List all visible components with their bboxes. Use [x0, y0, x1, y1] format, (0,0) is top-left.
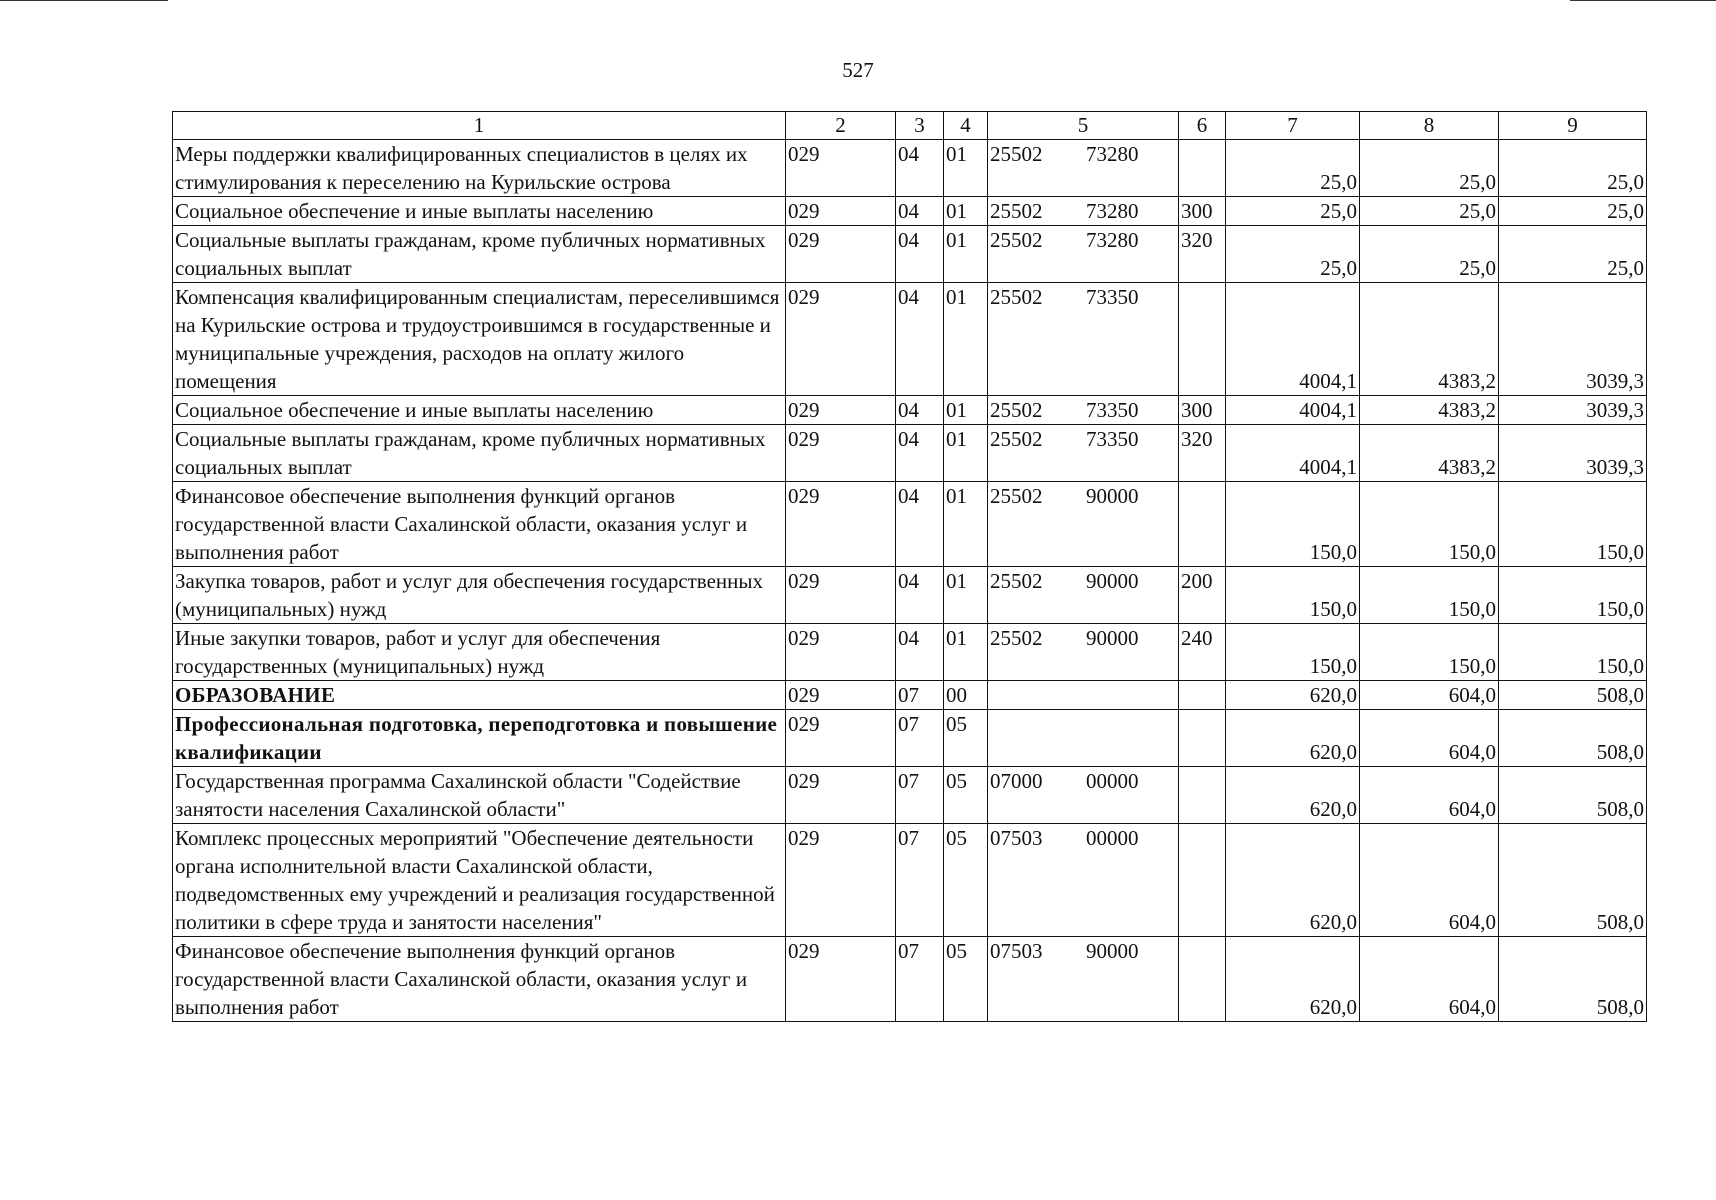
amount-col-8: 604,0 [1360, 681, 1499, 710]
table-row [173, 283, 1647, 396]
direction-code: 73350 [1086, 285, 1139, 309]
table-row [173, 824, 1647, 937]
direction-code: 73280 [1086, 199, 1139, 223]
ministry-code: 029 [786, 482, 896, 567]
expense-type-code: 300 [1179, 396, 1226, 425]
direction-code: 90000 [1086, 939, 1139, 963]
target-article-code [988, 226, 1179, 283]
target-article-code [988, 767, 1179, 824]
amount-col-7: 150,0 [1226, 624, 1360, 681]
amount-col-7: 4004,1 [1226, 396, 1360, 425]
subsection-code: 01 [944, 482, 988, 567]
table-header-row [173, 112, 1647, 140]
target-article-code [988, 197, 1179, 226]
table-row [173, 396, 1647, 425]
direction-code: 90000 [1086, 569, 1139, 593]
ministry-code: 029 [786, 197, 896, 226]
subsection-code: 05 [944, 767, 988, 824]
section-code: 07 [896, 824, 944, 937]
table-row [173, 767, 1647, 824]
amount-col-8: 604,0 [1360, 824, 1499, 937]
row-name: Финансовое обеспечение выполнения функций органов государственной власти Сахалинской области, оказания услуг и выполнения работ [173, 937, 786, 1022]
table-row [173, 567, 1647, 624]
program-code: 25502 [990, 427, 1043, 451]
amount-col-8: 25,0 [1360, 140, 1499, 197]
table-row [173, 710, 1647, 767]
program-code: 07503 [990, 939, 1043, 963]
amount-col-8: 604,0 [1360, 937, 1499, 1022]
section-code: 04 [896, 396, 944, 425]
amount-col-9: 508,0 [1499, 824, 1647, 937]
expense-type-code [1179, 482, 1226, 567]
target-article-code [988, 937, 1179, 1022]
direction-code: 73350 [1086, 427, 1139, 451]
section-code: 04 [896, 226, 944, 283]
amount-col-9: 150,0 [1499, 567, 1647, 624]
amount-col-9: 3039,3 [1499, 425, 1647, 482]
target-article-code [988, 140, 1179, 197]
amount-col-9: 3039,3 [1499, 396, 1647, 425]
ministry-code: 029 [786, 937, 896, 1022]
ministry-code: 029 [786, 767, 896, 824]
ministry-code: 029 [786, 396, 896, 425]
amount-col-7: 25,0 [1226, 197, 1360, 226]
program-code: 25502 [990, 626, 1043, 650]
row-name: Закупка товаров, работ и услуг для обеспечения государственных (муниципальных) нужд [173, 567, 786, 624]
program-code: 07000 [990, 769, 1043, 793]
amount-col-9: 3039,3 [1499, 283, 1647, 396]
amount-col-9: 150,0 [1499, 624, 1647, 681]
row-name: Социальные выплаты гражданам, кроме публичных нормативных социальных выплат [173, 425, 786, 482]
amount-col-9: 508,0 [1499, 767, 1647, 824]
subsection-code: 05 [944, 824, 988, 937]
amount-col-9: 150,0 [1499, 482, 1647, 567]
scan-edge-line [1570, 0, 1716, 1]
section-code: 04 [896, 197, 944, 226]
direction-code: 90000 [1086, 626, 1139, 650]
subsection-code: 01 [944, 396, 988, 425]
row-name: Государственная программа Сахалинской области "Содействие занятости населения Сахалинской области" [173, 767, 786, 824]
budget-table [172, 111, 1647, 1022]
direction-code: 73350 [1086, 398, 1139, 422]
section-code: 04 [896, 624, 944, 681]
table-row [173, 226, 1647, 283]
header-cell: 9 [1499, 112, 1647, 140]
header-cell: 8 [1360, 112, 1499, 140]
target-article-code [988, 624, 1179, 681]
amount-col-8: 4383,2 [1360, 283, 1499, 396]
page-number: 527 [842, 58, 874, 82]
expense-type-code [1179, 140, 1226, 197]
table-row [173, 197, 1647, 226]
amount-col-7: 25,0 [1226, 226, 1360, 283]
amount-col-7: 620,0 [1226, 824, 1360, 937]
table-row [173, 681, 1647, 710]
expense-type-code: 320 [1179, 425, 1226, 482]
ministry-code: 029 [786, 226, 896, 283]
amount-col-7: 4004,1 [1226, 283, 1360, 396]
program-code: 25502 [990, 569, 1043, 593]
subsection-code: 01 [944, 624, 988, 681]
header-cell: 3 [896, 112, 944, 140]
subsection-code: 00 [944, 681, 988, 710]
program-code: 25502 [990, 228, 1043, 252]
amount-col-7: 150,0 [1226, 482, 1360, 567]
amount-col-7: 620,0 [1226, 937, 1360, 1022]
row-name: Меры поддержки квалифицированных специалистов в целях их стимулирования к переселению на Курильские острова [173, 140, 786, 197]
ministry-code: 029 [786, 710, 896, 767]
section-code: 04 [896, 482, 944, 567]
amount-col-8: 4383,2 [1360, 396, 1499, 425]
expense-type-code [1179, 283, 1226, 396]
ministry-code: 029 [786, 567, 896, 624]
ministry-code: 029 [786, 425, 896, 482]
amount-col-7: 150,0 [1226, 567, 1360, 624]
amount-col-8: 25,0 [1360, 197, 1499, 226]
header-cell: 5 [988, 112, 1179, 140]
target-article-code [988, 710, 1179, 767]
table-row [173, 937, 1647, 1022]
amount-col-8: 604,0 [1360, 767, 1499, 824]
table-row [173, 425, 1647, 482]
target-article-code [988, 681, 1179, 710]
expense-type-code: 300 [1179, 197, 1226, 226]
direction-code: 90000 [1086, 484, 1139, 508]
subsection-code: 05 [944, 937, 988, 1022]
ministry-code: 029 [786, 824, 896, 937]
section-code: 04 [896, 140, 944, 197]
amount-col-9: 25,0 [1499, 140, 1647, 197]
amount-col-9: 508,0 [1499, 681, 1647, 710]
target-article-code [988, 283, 1179, 396]
direction-code: 00000 [1086, 769, 1139, 793]
amount-col-7: 620,0 [1226, 767, 1360, 824]
amount-col-7: 4004,1 [1226, 425, 1360, 482]
expense-type-code [1179, 710, 1226, 767]
direction-code: 73280 [1086, 142, 1139, 166]
amount-col-7: 25,0 [1226, 140, 1360, 197]
amount-col-8: 25,0 [1360, 226, 1499, 283]
program-code: 25502 [990, 398, 1043, 422]
expense-type-code: 200 [1179, 567, 1226, 624]
ministry-code: 029 [786, 624, 896, 681]
ministry-code: 029 [786, 140, 896, 197]
amount-col-9: 508,0 [1499, 937, 1647, 1022]
row-name: Социальные выплаты гражданам, кроме публичных нормативных социальных выплат [173, 226, 786, 283]
amount-col-7: 620,0 [1226, 710, 1360, 767]
target-article-code [988, 567, 1179, 624]
table-row [173, 140, 1647, 197]
scan-edge-line [0, 0, 168, 1]
row-name: Профессиональная подготовка, переподготовка и повышение квалификации [173, 710, 786, 767]
subsection-code: 01 [944, 140, 988, 197]
section-code: 04 [896, 567, 944, 624]
row-name: Социальное обеспечение и иные выплаты населению [173, 396, 786, 425]
target-article-code [988, 425, 1179, 482]
direction-code: 73280 [1086, 228, 1139, 252]
row-name: Иные закупки товаров, работ и услуг для обеспечения государственных (муниципальных) нужд [173, 624, 786, 681]
subsection-code: 01 [944, 425, 988, 482]
header-cell: 6 [1179, 112, 1226, 140]
amount-col-7: 620,0 [1226, 681, 1360, 710]
target-article-code [988, 482, 1179, 567]
header-cell: 1 [173, 112, 786, 140]
row-name: Компенсация квалифицированным специалистам, переселившимся на Курильские острова и трудоустроившимся в государственные и муниципальные учреждения, расходов на оплату жилого помещения [173, 283, 786, 396]
expense-type-code: 240 [1179, 624, 1226, 681]
amount-col-8: 604,0 [1360, 710, 1499, 767]
program-code: 25502 [990, 285, 1043, 309]
section-code: 07 [896, 681, 944, 710]
ministry-code: 029 [786, 681, 896, 710]
expense-type-code [1179, 824, 1226, 937]
amount-col-9: 25,0 [1499, 226, 1647, 283]
expense-type-code [1179, 937, 1226, 1022]
subsection-code: 01 [944, 283, 988, 396]
row-name: Социальное обеспечение и иные выплаты населению [173, 197, 786, 226]
amount-col-9: 25,0 [1499, 197, 1647, 226]
section-code: 07 [896, 710, 944, 767]
row-name: ОБРАЗОВАНИЕ [173, 681, 786, 710]
program-code: 25502 [990, 199, 1043, 223]
amount-col-8: 150,0 [1360, 567, 1499, 624]
subsection-code: 01 [944, 567, 988, 624]
section-code: 04 [896, 425, 944, 482]
subsection-code: 01 [944, 197, 988, 226]
expense-type-code [1179, 681, 1226, 710]
amount-col-8: 150,0 [1360, 482, 1499, 567]
target-article-code [988, 824, 1179, 937]
row-name: Комплекс процессных мероприятий "Обеспечение деятельности органа исполнительной власти Сахалинской области, подведомственных ему учреждений и реализация государственной политики в сфере труда и занятости населения" [173, 824, 786, 937]
program-code: 25502 [990, 142, 1043, 166]
target-article-code [988, 396, 1179, 425]
table-row [173, 482, 1647, 567]
section-code: 04 [896, 283, 944, 396]
ministry-code: 029 [786, 283, 896, 396]
header-cell: 7 [1226, 112, 1360, 140]
row-name: Финансовое обеспечение выполнения функций органов государственной власти Сахалинской области, оказания услуг и выполнения работ [173, 482, 786, 567]
program-code: 25502 [990, 484, 1043, 508]
section-code: 07 [896, 937, 944, 1022]
header-cell: 4 [944, 112, 988, 140]
direction-code: 00000 [1086, 826, 1139, 850]
header-cell: 2 [786, 112, 896, 140]
expense-type-code: 320 [1179, 226, 1226, 283]
amount-col-8: 150,0 [1360, 624, 1499, 681]
table-row [173, 624, 1647, 681]
subsection-code: 05 [944, 710, 988, 767]
section-code: 07 [896, 767, 944, 824]
program-code: 07503 [990, 826, 1043, 850]
amount-col-9: 508,0 [1499, 710, 1647, 767]
expense-type-code [1179, 767, 1226, 824]
amount-col-8: 4383,2 [1360, 425, 1499, 482]
subsection-code: 01 [944, 226, 988, 283]
